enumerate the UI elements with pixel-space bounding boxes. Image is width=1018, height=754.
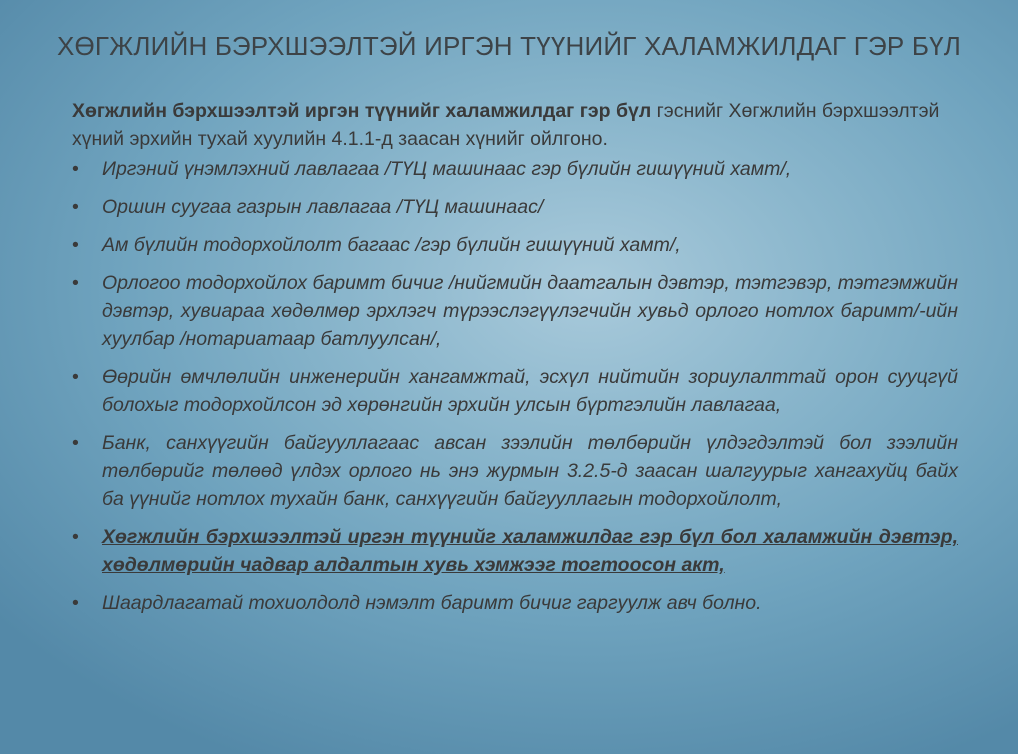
list-item [72,193,958,221]
intro-definition: гэснийг Хөгжлийн бэрхшээлтэй хүний эрхийн тухай хуулийн 4.1.1-д заасан хүнийг ойлгоно. [72,100,940,150]
bullet-icon: • [72,592,79,614]
list-item-text: Өөрийн өмчлөлийн инженерийн хангамжтай, эсхүл нийтийн зориулалттай орон сууцгүй болохыг тодорхойлсон эд хөрөнгийн эрхийн улсын бүртгэлийн лавлагаа, [102,366,958,416]
list-item [72,269,958,353]
list-item-text: Оршин суугаа газрын лавлагаа /ТҮЦ машинаас/ [102,196,544,218]
slide-body [72,97,958,627]
list-item-text: Иргэний үнэмлэхний лавлагаа /ТҮЦ машинаас гэр бүлийн гишүүний хамт/, [102,158,792,180]
list-item [72,155,958,183]
bullet-icon: • [72,158,79,180]
bullet-icon: • [72,196,79,218]
list-item-text: Банк, санхүүгийн байгууллагаас авсан зээлийн төлбөрийн үлдэгдэлтэй бол зээлийн төлбөрийг төлөөд үлдэх орлого нь энэ журмын 3.2.5-д заасан шалгуурыг хангахуйц байх ба үүнийг нотлох тухайн банк, санхүүгийн байгууллагын тодорхойлолт, [102,432,958,510]
list-item-text: Орлогоо тодорхойлох баримт бичиг /нийгмийн даатгалын дэвтэр, тэтгэвэр, тэтгэмжийн дэвтэр, хувиараа хөдөлмөр эрхлэгч түрээслэгүүлэгчийн хувьд орлого нотлох баримт/-ийн хуулбар /нотариатаар батлуулсан/, [102,272,958,350]
bullet-icon: • [72,432,79,454]
slide-title: ХӨГЖЛИЙН БЭРХШЭЭЛТЭЙ ИРГЭН ТҮҮНИЙГ ХАЛАМЖИЛДАГ ГЭР БҮЛ [56,31,962,61]
intro-bold-term: Хөгжлийн бэрхшээлтэй иргэн түүнийг халамжилдаг гэр бүл [72,100,652,122]
list-item [72,429,958,513]
bullet-icon: • [72,366,79,388]
list-item-text: Шаардлагатай тохиолдолд нэмэлт баримт бичиг гаргуулж авч болно. [102,592,762,614]
list-item [72,589,958,617]
list-item-text: Хөгжлийн бэрхшээлтэй иргэн түүнийг халамжилдаг гэр бүл бол халамжийн дэвтэр, хөдөлмөрийн чадвар алдалтын хувь хэмжээг тогтоосон акт, [102,526,958,576]
bullet-icon: • [72,234,79,256]
list-item [72,363,958,419]
intro-paragraph [72,97,958,153]
list-item-emphasized [72,523,958,579]
list-item-text: Ам бүлийн тодорхойлолт багаас /гэр бүлийн гишүүний хамт/, [102,234,681,256]
bullet-icon: • [72,526,79,548]
requirements-list [72,155,958,617]
list-item [72,231,958,259]
bullet-icon: • [72,272,79,294]
